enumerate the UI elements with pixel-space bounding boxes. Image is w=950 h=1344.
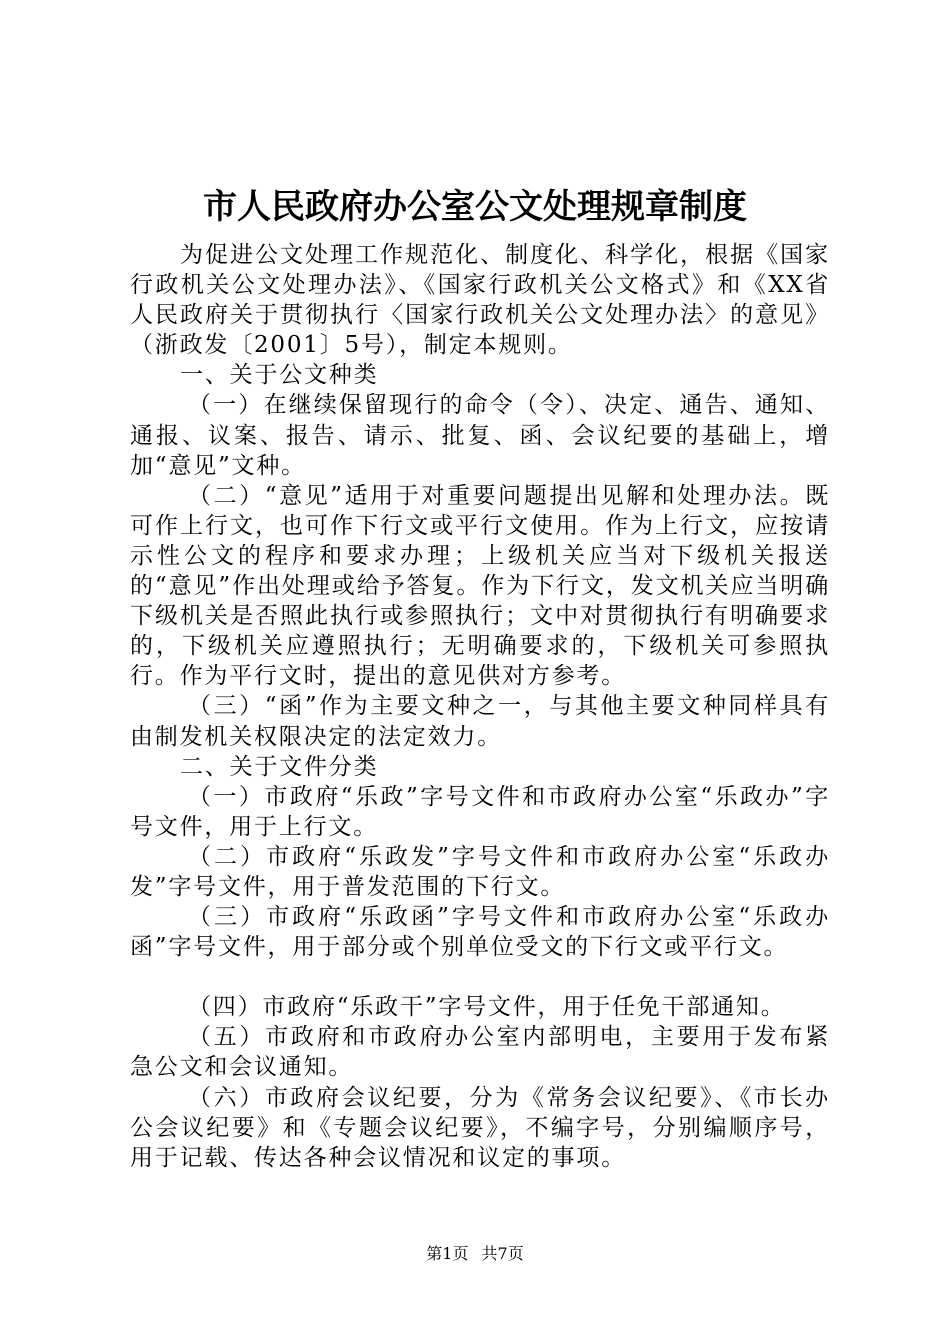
paragraph-2-4: （四）市政府“乐政干”字号文件，用于任免干部通知。 xyxy=(188,994,786,1021)
paragraph-2-6: （六）市政府会议纪要，分为《常务会议纪要》、《市长办公会议纪要》和《专题会议纪要》，不编字号，分别编顺序号，用于记载、传达各种会议情况和议定的事项。 xyxy=(130,1084,830,1171)
section-heading-1: 一、关于公文种类 xyxy=(180,362,379,389)
intro-paragraph: 为促进公文处理工作规范化、制度化、科学化，根据《国家行政机关公文处理办法》、《国家行政机关公文格式》和《XX省人民政府关于贯彻执行〈国家行政机关公文处理办法〉的意见》（浙政发〔2001〕5号），制定本规则。 xyxy=(130,242,830,359)
paragraph-spacer xyxy=(130,962,830,992)
paragraph-2-2: （二）市政府“乐政发”字号文件和市政府办公室“乐政办发”字号文件，用于普发范围的下行文。 xyxy=(130,843,830,900)
document-body xyxy=(130,240,830,1173)
page-number: 第1页 xyxy=(426,1244,469,1263)
document-title: 市人民政府办公室公文处理规章制度 xyxy=(203,187,747,227)
paragraph-2-5: （五）市政府和市政府办公室内部明电，主要用于发布紧急公文和会议通知。 xyxy=(130,1024,830,1081)
paragraph-1-1: （一）在继续保留现行的命令（令）、决定、通告、通知、通报、议案、报告、请示、批复、函、会议纪要的基础上，增加“意见”文种。 xyxy=(130,392,830,479)
section-heading-2: 二、关于文件分类 xyxy=(180,753,379,780)
paragraph-2-3: （三）市政府“乐政函”字号文件和市政府办公室“乐政办函”字号文件，用于部分或个别单位受文的下行文或平行文。 xyxy=(130,904,830,961)
page-total: 共7页 xyxy=(481,1244,524,1263)
page-footer xyxy=(0,1242,950,1266)
paragraph-2-1: （一）市政府“乐政”字号文件和市政府办公室“乐政办”字号文件，用于上行文。 xyxy=(130,783,830,840)
paragraph-1-3: （三）“函”作为主要文种之一，与其他主要文种同样具有由制发机关权限决定的法定效力。 xyxy=(130,693,830,750)
paragraph-1-2: （二）“意见”适用于对重要问题提出见解和处理办法。既可作上行文，也可作下行文或平行文使用。作为上行文，应按请示性公文的程序和要求办理；上级机关应当对下级机关报送的“意见”作出处理或给予答复。作为下行文，发文机关应当明确下级机关是否照此执行或参照执行；文中对贯彻执行有明确要求的，下级机关应遵照执行；无明确要求的，下级机关可参照执行。作为平行文时，提出的意见供对方参考。 xyxy=(130,482,830,690)
